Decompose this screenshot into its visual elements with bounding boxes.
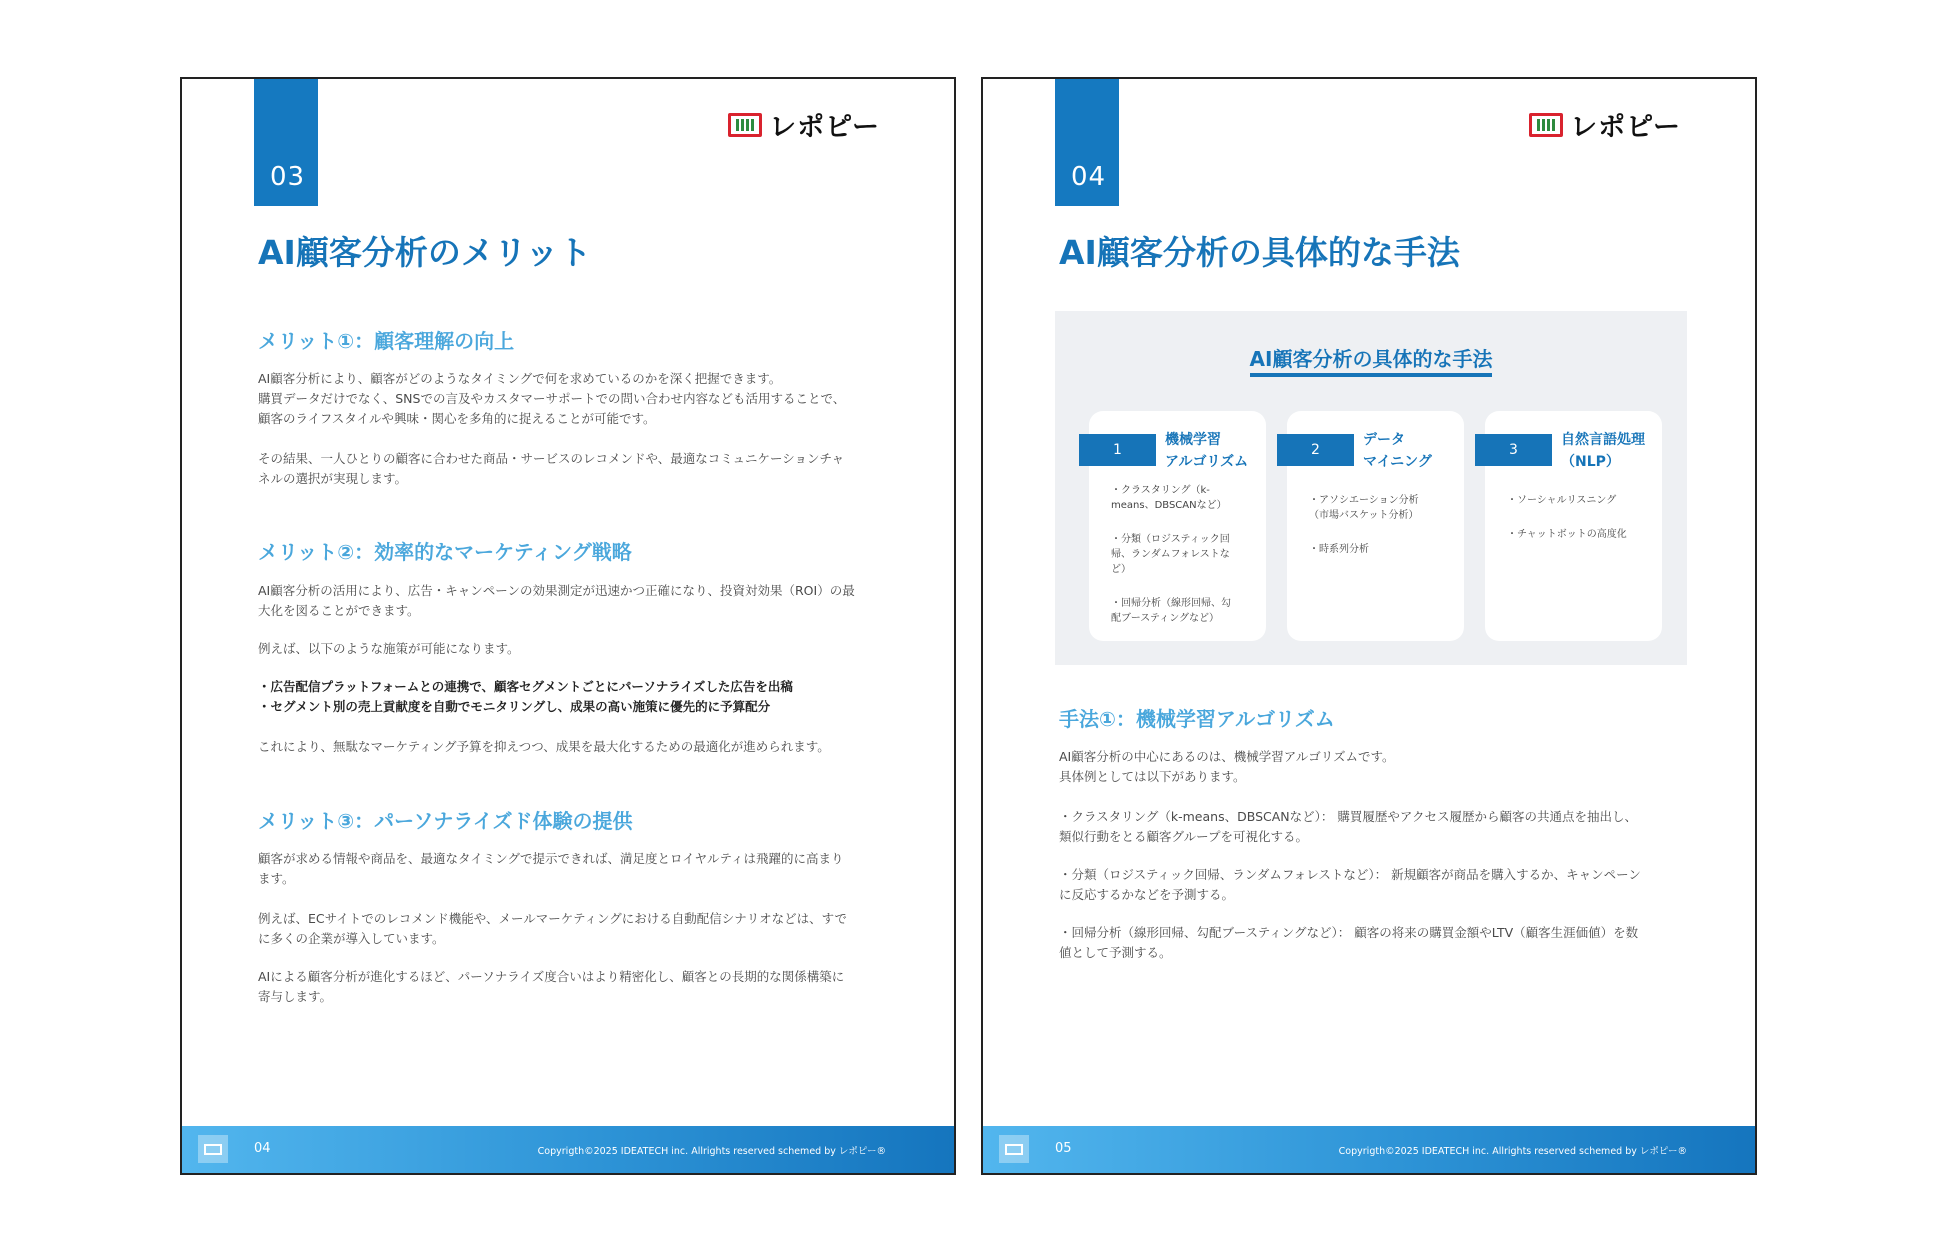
paragraph: ・分類（ロジスティック回帰、ランダムフォレストなど）： 新規顧客が商品を購入するか、キャンペーン に反応するかなどを予測する。 bbox=[1059, 867, 1641, 902]
brand-logo bbox=[728, 105, 880, 144]
card-number: 2 bbox=[1277, 434, 1354, 466]
paragraph: ・クラスタリング（k-means、DBSCANなど）： 購買履歴やアクセス履歴から顧客の共通点を抽出し、 類似行動をとる顧客グループを可視化する。 bbox=[1059, 809, 1637, 844]
card-item: ・アソシエーション分析 （市場バスケット分析） bbox=[1309, 495, 1419, 521]
card-number: 1 bbox=[1079, 434, 1156, 466]
brand-logo bbox=[1529, 105, 1681, 144]
paragraph: 顧客が求める情報や商品を、最適なタイミングで提示できれば、満足度とロイヤルティは飛躍的に高まり ます。 bbox=[258, 851, 844, 886]
card-number: 3 bbox=[1475, 434, 1552, 466]
section-number-tab bbox=[254, 79, 318, 206]
footer-page-number: 05 bbox=[1055, 1141, 1072, 1156]
card-item: ・チャットボットの高度化 bbox=[1507, 529, 1627, 540]
paragraph: その結果、一人ひとりの顧客に合わせた商品・サービスのレコメンドや、最適なコミュニケーションチャ ネルの選択が実現します。 bbox=[258, 451, 845, 486]
paragraph: これにより、無駄なマーケティング予算を抑えつつ、成果を最大化するための最適化が進められます。 bbox=[258, 739, 830, 754]
paragraph: AIによる顧客分析が進化するほど、パーソナライズ度合いはより精密化し、顧客との長期的な関係構築に 寄与します。 bbox=[258, 969, 845, 1004]
section-heading: 手法①：機械学習アルゴリズム bbox=[1059, 707, 1335, 731]
card-title: 自然言語処理 （NLP） bbox=[1561, 432, 1645, 470]
card-item: ・クラスタリング（k- means、DBSCANなど） bbox=[1111, 485, 1227, 511]
diagram-title: AI顧客分析の具体的な手法 bbox=[1055, 343, 1687, 372]
section-heading: メリット③：パーソナライズド体験の提供 bbox=[258, 809, 633, 833]
paragraph: AI顧客分析により、顧客がどのようなタイミングで何を求めているのかを深く把握できます。 購買データだけでなく、SNSでの言及やカスタマーサポートでの問い合わせ内容なども活用することで、 顧客のライフスタイルや興味・関心を多角的に捉えることが可能です。 bbox=[258, 371, 846, 426]
page-footer bbox=[983, 1126, 1755, 1173]
paragraph: ・回帰分析（線形回帰、勾配ブースティングなど）： 顧客の将来の購買金額やLTV（顧客生涯価値）を数 値として予測する。 bbox=[1059, 925, 1639, 960]
section-number: 03 bbox=[270, 162, 306, 192]
section-heading: メリット②：効率的なマーケティング戦略 bbox=[258, 540, 632, 564]
paragraph: 例えば、ECサイトでのレコメンド機能や、メールマーケティングにおける自動配信シナリオなどは、すで に多くの企業が導入しています。 bbox=[258, 911, 848, 946]
section-heading: メリット①：顧客理解の向上 bbox=[258, 329, 515, 353]
page-footer bbox=[182, 1126, 954, 1173]
section-number-tab bbox=[1055, 79, 1119, 206]
card-item: ・時系列分析 bbox=[1309, 544, 1369, 555]
logo-text: レポピー bbox=[1570, 112, 1681, 143]
footer-logo-icon bbox=[198, 1135, 228, 1163]
footer-logo-icon bbox=[999, 1135, 1029, 1163]
document-page-left bbox=[180, 77, 956, 1175]
paragraph: AI顧客分析の中心にあるのは、機械学習アルゴリズムです。 具体例としては以下があります。 bbox=[1059, 749, 1395, 784]
page-title: AI顧客分析のメリット bbox=[258, 233, 592, 272]
logo-text: レポピー bbox=[769, 112, 880, 143]
logo-icon bbox=[1529, 113, 1563, 137]
card-title: データ マイニング bbox=[1363, 432, 1432, 470]
card-item: ・分類（ロジスティック回 帰、ランダムフォレストな ど） bbox=[1111, 534, 1230, 575]
card-item: ・回帰分析（線形回帰、勾 配ブースティングなど） bbox=[1111, 598, 1231, 624]
logo-icon bbox=[728, 113, 762, 137]
card-item: ・ソーシャルリスニング bbox=[1507, 495, 1617, 506]
page-title: AI顧客分析の具体的な手法 bbox=[1059, 233, 1460, 272]
document-page-right bbox=[981, 77, 1757, 1175]
card-title: 機械学習 アルゴリズム bbox=[1165, 432, 1249, 470]
method-card bbox=[1287, 411, 1464, 641]
footer-copyright: Copyrigth©2025 IDEATECH inc. Allrights reserved schemed by レポピー® bbox=[1338, 1146, 1687, 1157]
methods-diagram bbox=[1055, 311, 1687, 665]
method-card bbox=[1089, 411, 1266, 641]
section-number: 04 bbox=[1071, 162, 1107, 192]
footer-page-number: 04 bbox=[254, 1141, 271, 1156]
method-card bbox=[1485, 411, 1662, 641]
footer-copyright: Copyrigth©2025 IDEATECH inc. Allrights reserved schemed by レポピー® bbox=[537, 1146, 886, 1157]
bullet-list: ・広告配信プラットフォームとの連携で、顧客セグメントごとにパーソナライズした広告を出稿 ・セグメント別の売上貢献度を自動でモニタリングし、成果の高い施策に優先的に予算配分 bbox=[258, 679, 793, 714]
paragraph: 例えば、以下のような施策が可能になります。 bbox=[258, 641, 520, 656]
paragraph: AI顧客分析の活用により、広告・キャンペーンの効果測定が迅速かつ正確になり、投資対効果（ROI）の最 大化を図ることができます。 bbox=[258, 583, 855, 618]
